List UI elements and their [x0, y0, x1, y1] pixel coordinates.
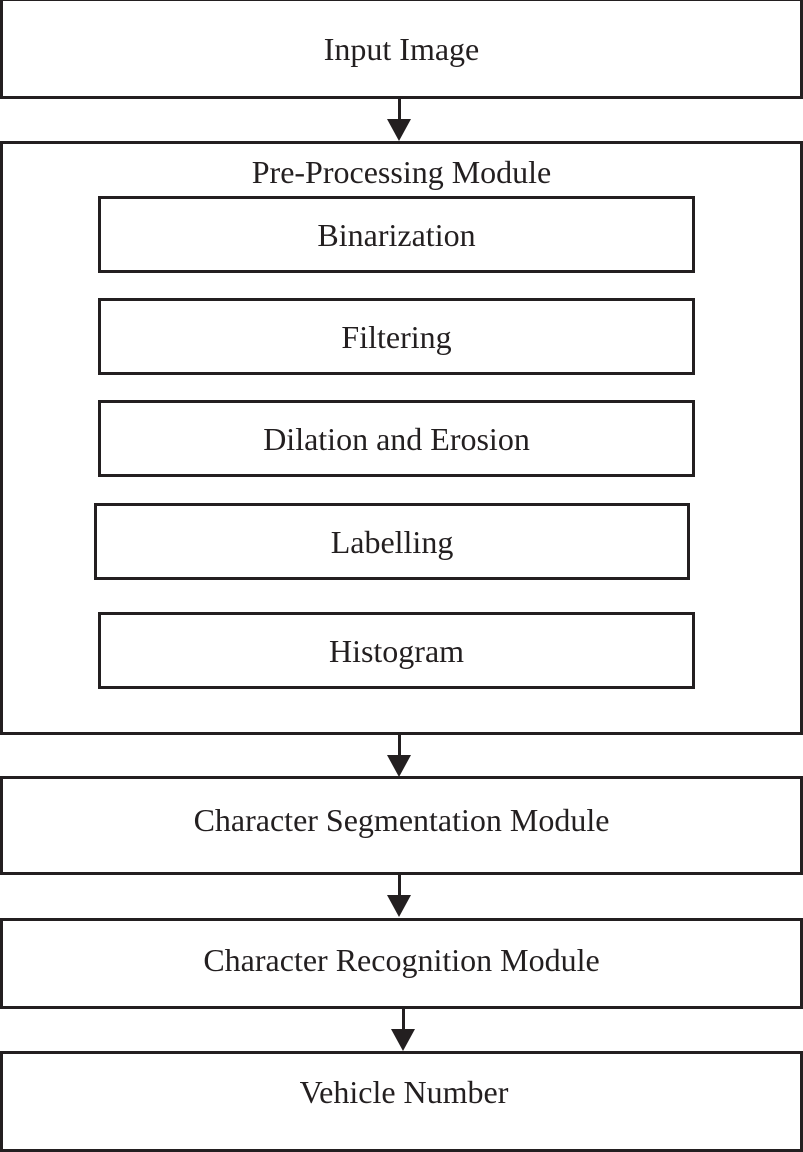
step-label: Binarization — [317, 216, 476, 253]
input-image-node — [0, 0, 803, 99]
arrow-shaft — [398, 99, 401, 121]
preprocessing-module-label: Pre-Processing Module — [251, 154, 552, 190]
character-segmentation-node — [0, 776, 803, 875]
arrow-shaft — [402, 1009, 405, 1031]
character-recognition-label: Character Recognition Module — [203, 941, 600, 978]
input-image-label: Input Image — [323, 30, 480, 67]
vehicle-number-label: Vehicle Number — [299, 1073, 509, 1110]
step-label: Dilation and Erosion — [263, 420, 530, 457]
arrow-shaft — [398, 735, 401, 757]
arrow-head — [387, 119, 411, 141]
arrow-head — [391, 1029, 415, 1051]
step-label: Labelling — [330, 523, 454, 560]
vehicle-number-node — [0, 1051, 803, 1152]
arrow-shaft — [398, 875, 401, 897]
step-filtering — [98, 298, 695, 375]
step-histogram — [98, 612, 695, 689]
step-label: Histogram — [328, 632, 465, 669]
step-dilation-erosion — [98, 400, 695, 477]
step-labelling — [94, 503, 690, 580]
character-recognition-node — [0, 918, 803, 1009]
arrow-head — [387, 895, 411, 917]
arrow-head — [387, 755, 411, 777]
step-binarization — [98, 196, 695, 273]
step-label: Filtering — [341, 318, 452, 355]
character-segmentation-label: Character Segmentation Module — [193, 801, 610, 838]
